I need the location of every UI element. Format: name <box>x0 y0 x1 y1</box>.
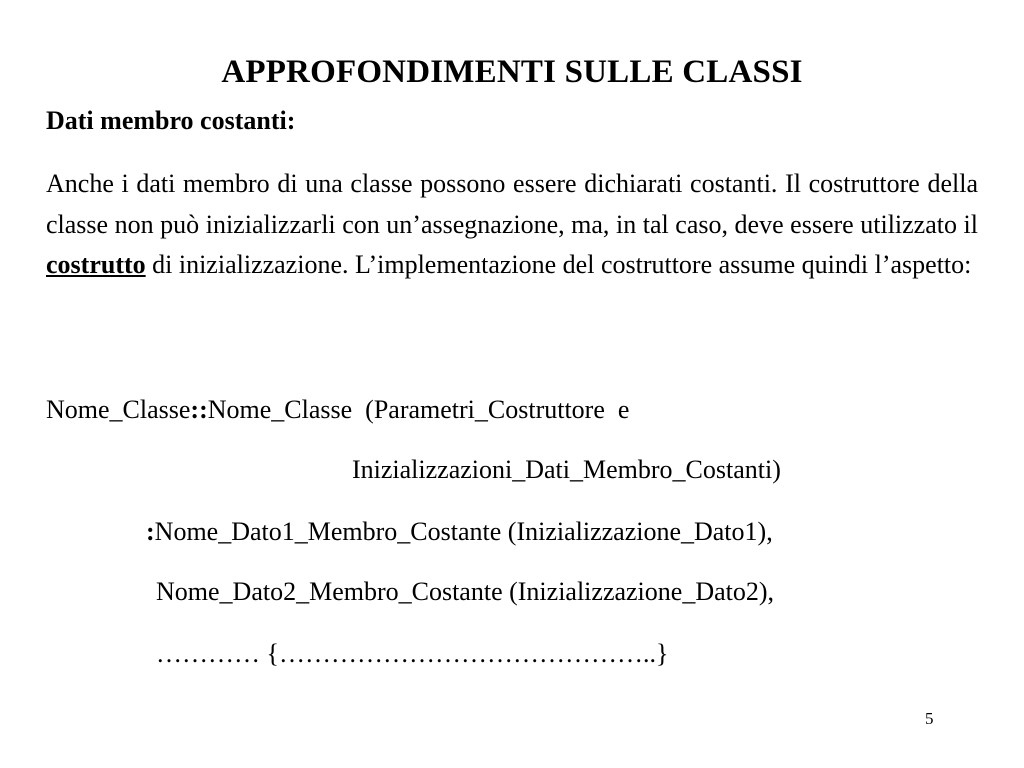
keyword-costrutto: costrutto <box>46 250 146 279</box>
paragraph-text-after: di inizializzazione. L’implementazione del costruttore assume quindi l’aspetto: <box>145 250 972 279</box>
code-line-1 <box>46 393 629 427</box>
body-paragraph <box>46 164 978 286</box>
paragraph-text-before: Anche i dati membro di una classe possono essere dichiarati costanti. Il costruttore della classe non può inizializzarli con un’assegnazione, ma, in tal caso, deve essere utilizzato il <box>46 169 978 239</box>
code-line-5: ………… {……………………………………..} <box>156 639 669 668</box>
code-class-name: Nome_Classe <box>46 395 191 424</box>
code-initializer-1: Nome_Dato1_Membro_Costante (Inizializzazione_Dato1), <box>154 517 773 546</box>
code-scope-operator: :: <box>190 395 208 424</box>
code-line-4: Nome_Dato2_Membro_Costante (Inizializzazione_Dato2), <box>156 577 775 606</box>
code-line-3 <box>146 515 773 549</box>
code-constructor-signature: Nome_Classe (Parametri_Costruttore e <box>207 395 630 424</box>
page-number: 5 <box>925 709 934 728</box>
code-line-2: Inizializzazioni_Dati_Membro_Costanti) <box>352 455 781 484</box>
code-initializer-colon: : <box>146 517 155 546</box>
slide-title: APPROFONDIMENTI SULLE CLASSI <box>221 54 803 90</box>
section-subtitle: Dati membro costanti: <box>46 106 296 135</box>
